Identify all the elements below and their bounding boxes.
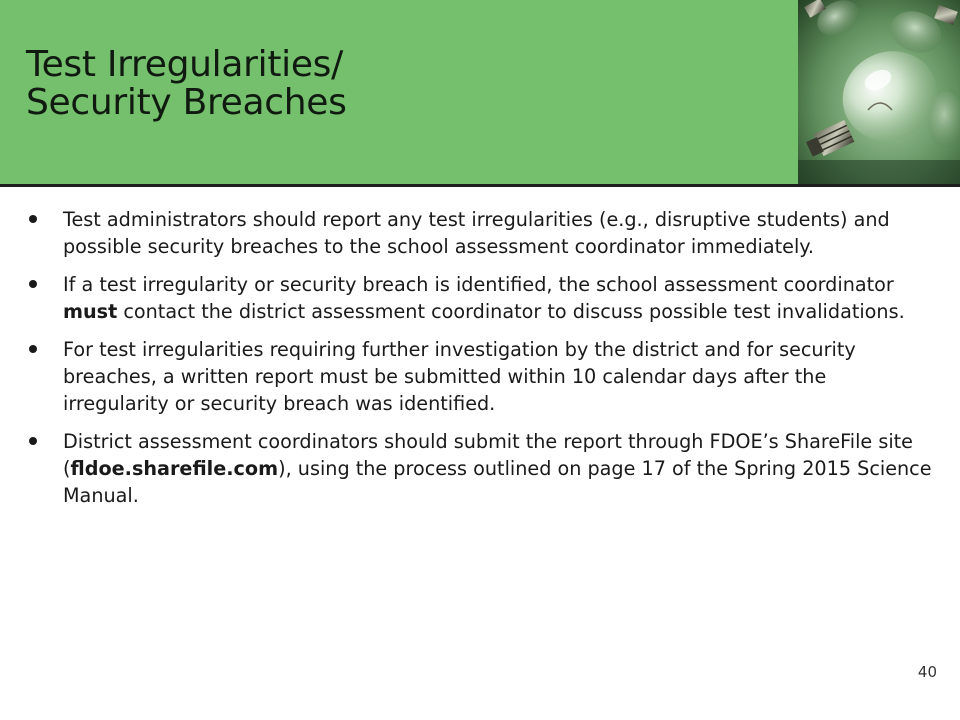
title-line-1: Test Irregularities/ [26,44,343,85]
bullet-item [26,206,936,260]
bullet-text: contact the district assessment coordinator to discuss possible test invalidations. [117,300,905,323]
bullet-item [26,336,936,417]
bullet-text: Test administrators should report any test irregularities (e.g., disruptive students) and possible security breaches to the school assessment coordinator immediately. [63,208,890,258]
title-divider [0,184,960,187]
slide-title [26,46,347,122]
page-number: 40 [917,663,937,681]
bullet-text: If a test irregularity or security breach is identified, the school assessment coordinator [63,273,894,296]
title-line-2: Security Breaches [26,82,347,123]
bullet-dot-icon [29,437,37,445]
bullet-list [26,206,936,520]
bullet-dot-icon [29,345,37,353]
bullet-dot-icon [29,215,37,223]
sharefile-url: fldoe.sharefile.com [70,457,279,480]
bullet-text: District assessment coordinators should submit the report through FDOE’s ShareFile site ( [63,430,913,480]
emphasis-must: must [63,300,118,323]
bullet-item [26,271,936,325]
bullet-dot-icon [29,280,37,288]
lightbulb-photo-icon [798,0,960,184]
bullet-text: ), using the process outlined on page 17 of the Spring 2015 Science Manual. [63,457,932,507]
bullet-text: For test irregularities requiring further investigation by the district and for security breaches, a written report must be submitted within 10 calendar days after the irregularity or security breach was identified. [63,338,856,415]
bullet-item [26,428,936,509]
